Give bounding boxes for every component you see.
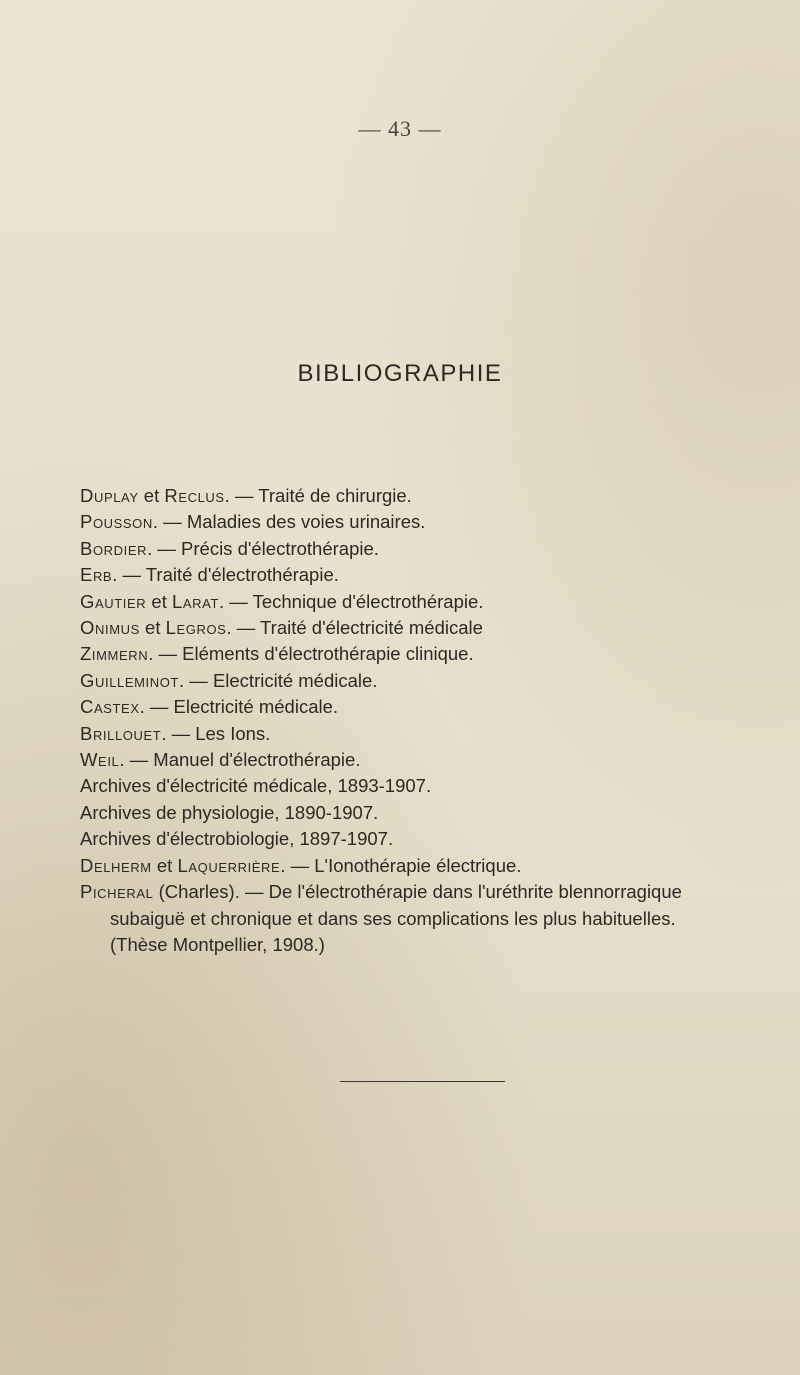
entry-separator: . — [148, 643, 183, 665]
entry-title: Les Ions. [195, 722, 271, 744]
entry-separator: . — [280, 854, 315, 876]
entry-author: Guilleminot [80, 669, 180, 691]
entry-author: Weil [80, 749, 120, 771]
bibliography-entry [80, 483, 730, 509]
entry-separator: (Charles). — [153, 881, 269, 903]
entry-title: Electricité médicale. [212, 669, 378, 691]
entry-title: Archives de physiologie, 1890-1907. [80, 801, 379, 823]
entry-separator: . — [119, 749, 154, 771]
entry-coauthor: Legros [165, 617, 227, 639]
entry-author: Pousson [80, 511, 153, 533]
entry-separator: . — [112, 564, 146, 586]
entry-title: L'Ionothérapie électrique. [314, 854, 522, 876]
entry-joiner: et [138, 485, 165, 506]
entry-joiner: et [139, 617, 166, 639]
entry-separator: . — [226, 617, 261, 639]
bibliography-entry [80, 853, 730, 879]
entry-title: Archives d'électrobiologie, 1897-1907. [80, 828, 394, 850]
section-divider [340, 1081, 505, 1082]
bibliography-entry [80, 509, 730, 535]
entry-separator: . — [152, 511, 187, 533]
bibliography-entry [80, 773, 730, 799]
bibliography-entry [80, 800, 730, 826]
entry-separator: . — [147, 537, 182, 559]
bibliography-entry [80, 747, 730, 773]
entry-author: Onimus [80, 617, 140, 639]
bibliography-entry [80, 721, 730, 747]
entry-author: Erb [80, 564, 113, 586]
entry-separator: . — [179, 669, 213, 691]
bibliography-list [80, 483, 730, 958]
entry-separator: . — [161, 722, 196, 744]
entry-coauthor: Reclus [164, 485, 225, 506]
bibliography-entry [80, 562, 730, 588]
bibliography-entry [80, 694, 730, 720]
entry-title: Eléments d'électrothérapie clinique. [182, 643, 474, 665]
entry-coauthor: Larat [171, 590, 219, 612]
entry-author: Zimmern [80, 643, 149, 665]
entry-separator: . — [139, 696, 174, 718]
entry-title: Electricité médicale. [173, 696, 339, 718]
entry-title: Traité de chirurgie. [258, 485, 412, 506]
entry-author: Delherm [80, 854, 152, 876]
entry-separator: . — [218, 590, 253, 612]
entry-joiner: et [151, 854, 178, 876]
page-title: BIBLIOGRAPHIE [297, 360, 503, 387]
bibliography-entry [80, 826, 730, 852]
entry-separator: . — [224, 485, 259, 506]
entry-author: Bordier [80, 537, 148, 559]
entry-title: Traité d'électrothérapie. [145, 564, 339, 586]
entry-author: Duplay [80, 485, 139, 506]
entry-title: Précis d'électrothérapie. [181, 537, 379, 559]
entry-title: De l'électrothérapie dans l'uréthrite blennorragique subaiguë et chronique et dans ses complications les plus habituelles. (Thèse Montpellier, 1908.) [110, 881, 682, 955]
entry-title: Manuel d'électrothérapie. [153, 749, 361, 771]
entry-coauthor: Laquerrière [177, 854, 281, 876]
entry-title: Maladies des voies urinaires. [186, 511, 426, 533]
entry-author: Gautier [80, 590, 147, 612]
entry-joiner: et [146, 590, 172, 612]
bibliography-entry [80, 879, 730, 958]
entry-title: Technique d'électrothérapie. [252, 590, 484, 612]
entry-author: Brillouet [80, 722, 162, 744]
bibliography-entry [80, 536, 730, 562]
bibliography-entry [80, 615, 730, 641]
entry-author: Castex [80, 696, 140, 718]
entry-title: Traité d'électricité médicale [260, 617, 483, 639]
entry-author: Picheral [80, 881, 154, 903]
bibliography-entry [80, 668, 730, 694]
page-number: — 43 — [358, 116, 442, 141]
bibliography-entry [80, 589, 730, 615]
bibliography-entry [80, 641, 730, 667]
entry-title: Archives d'électricité médicale, 1893-1907. [80, 775, 432, 797]
